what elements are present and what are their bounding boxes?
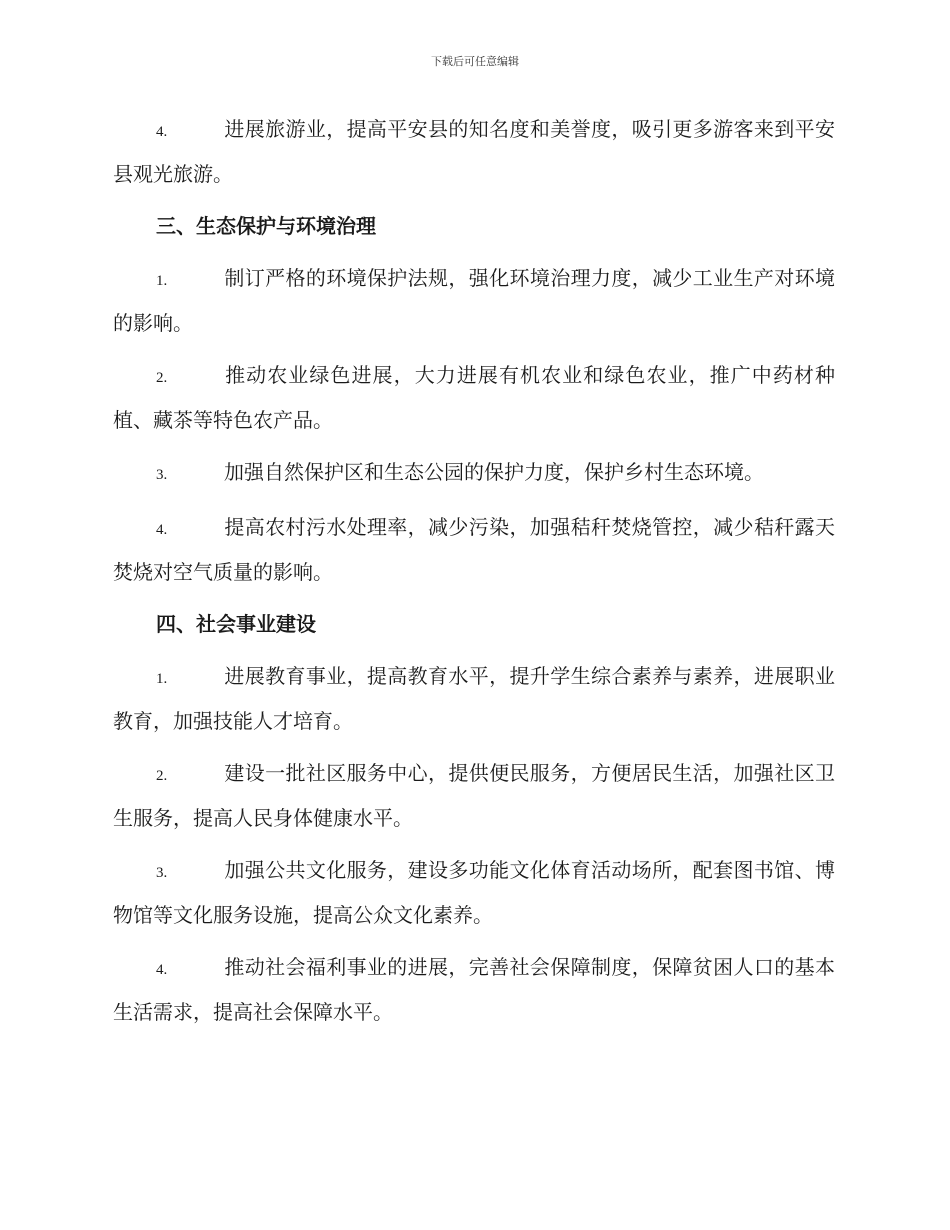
item-text: 加强公共文化服务，建设多功能文化体育活动场所，配套图书馆、博物馆等文化服务设施，提高公众文化素养。 bbox=[113, 858, 835, 927]
item-number: 3. bbox=[156, 865, 168, 881]
list-item bbox=[113, 108, 835, 195]
document-body bbox=[113, 108, 835, 1043]
list-item bbox=[113, 946, 835, 1033]
list-item bbox=[113, 752, 835, 839]
item-text: 加强自然保护区和生态公园的保护力度，保护乡村生态环境。 bbox=[224, 460, 764, 484]
list-item bbox=[113, 354, 835, 441]
list-item bbox=[113, 257, 835, 344]
item-text: 建设一批社区服务中心，提供便民服务，方便居民生活，加强社区卫生服务，提高人民身体健康水平。 bbox=[113, 761, 835, 830]
item-text: 制订严格的环境保护法规，强化环境治理力度，减少工业生产对环境的影响。 bbox=[113, 266, 835, 335]
item-number: 3. bbox=[156, 467, 168, 483]
item-number: 1. bbox=[156, 273, 168, 289]
item-number: 4. bbox=[156, 124, 168, 140]
item-text: 提高农村污水处理率，减少污染，加强秸秆焚烧管控，减少秸秆露天焚烧对空气质量的影响。 bbox=[113, 515, 835, 584]
item-text: 进展旅游业，提高平安县的知名度和美誉度，吸引更多游客来到平安县观光旅游。 bbox=[113, 117, 835, 186]
item-number: 2. bbox=[156, 370, 168, 386]
item-text: 推动农业绿色进展，大力进展有机农业和绿色农业，推广中药材种植、藏茶等特色农产品。 bbox=[113, 363, 835, 432]
item-text: 进展教育事业，提高教育水平，提升学生综合素养与素养，进展职业教育，加强技能人才培育。 bbox=[113, 664, 835, 733]
list-item bbox=[113, 655, 835, 742]
item-text: 推动社会福利事业的进展，完善社会保障制度，保障贫困人口的基本生活需求，提高社会保障水平。 bbox=[113, 955, 835, 1024]
item-number: 2. bbox=[156, 768, 168, 784]
list-item bbox=[113, 451, 835, 496]
item-number: 4. bbox=[156, 522, 168, 538]
section-heading: 四、社会事业建设 bbox=[156, 612, 316, 636]
item-number: 1. bbox=[156, 671, 168, 687]
section-heading: 三、生态保护与环境治理 bbox=[156, 214, 376, 238]
list-item bbox=[113, 506, 835, 593]
page-header: 下载后可任意编辑 bbox=[431, 55, 519, 68]
item-number: 4. bbox=[156, 962, 168, 978]
list-item bbox=[113, 849, 835, 936]
